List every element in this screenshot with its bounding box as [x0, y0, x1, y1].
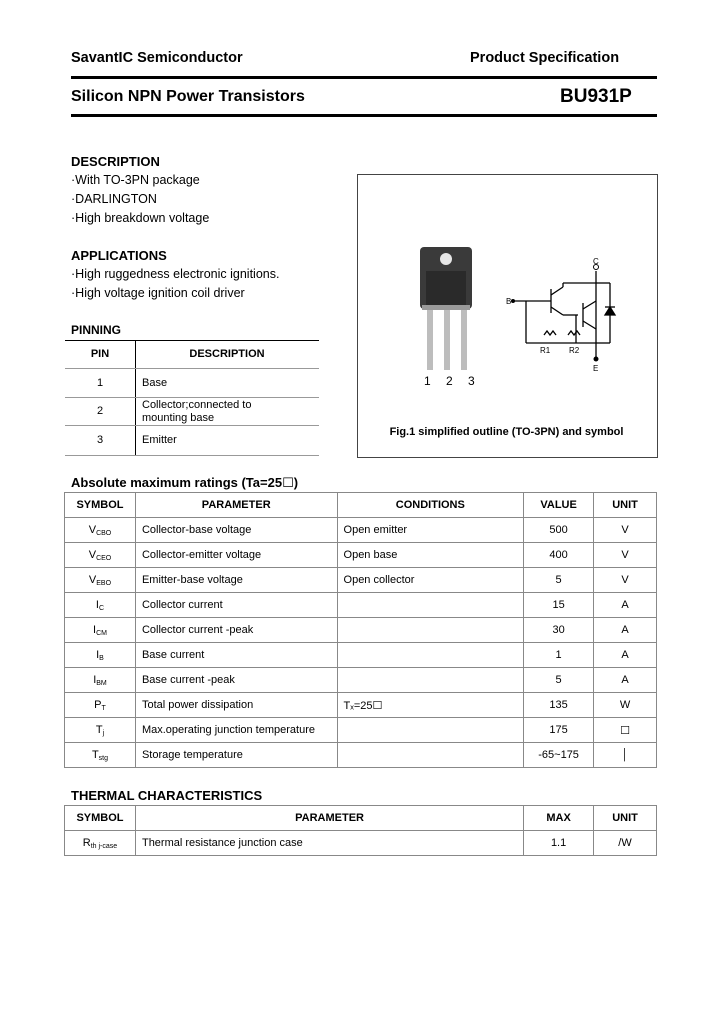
- doc-type: Product Specification: [470, 50, 620, 66]
- pinning-rule: [65, 455, 319, 456]
- figure-box: [357, 174, 658, 458]
- figure-caption: Fig.1 simplified outline (TO-3PN) and symbol: [389, 426, 624, 438]
- unit-cell: A: [594, 618, 657, 643]
- col-header: SYMBOL: [65, 493, 136, 518]
- table-row: [65, 693, 657, 718]
- thermal-body: [65, 831, 657, 856]
- parameter-cell: Max.operating junction temperature: [135, 718, 337, 743]
- pin-number: 2: [96, 405, 104, 417]
- unit-cell: V: [594, 568, 657, 593]
- pinning-rule: [65, 340, 319, 341]
- pinning-title: PINNING: [71, 323, 122, 337]
- parameter-cell: Total power dissipation: [135, 693, 337, 718]
- conditions-cell: [337, 668, 524, 693]
- part-number: BU931P: [560, 86, 632, 107]
- pin-number: 1: [96, 377, 104, 389]
- symbol-main: I: [93, 623, 97, 636]
- table-row: [65, 593, 657, 618]
- symbol-main: P: [94, 698, 102, 711]
- symbol-main: I: [93, 673, 97, 686]
- header-rule-bottom: [71, 114, 657, 117]
- package-and-symbol-drawing: [358, 175, 657, 457]
- table-header-row: [65, 493, 657, 518]
- symbol-cell: [65, 518, 136, 543]
- symbol-main: T: [91, 748, 99, 761]
- table-row: [65, 831, 657, 856]
- unit-cell: A: [594, 643, 657, 668]
- col-header: MAX: [524, 806, 594, 831]
- pin-col-header: PIN: [90, 348, 110, 360]
- symbol-subscript: CBO: [96, 529, 112, 537]
- symbol-main: V: [88, 573, 97, 586]
- value-cell: 1: [524, 643, 594, 668]
- symbol-subscript: C: [98, 604, 105, 612]
- pinning-rule: [65, 425, 319, 426]
- value-cell: 15: [524, 593, 594, 618]
- conditions-cell: [337, 643, 524, 668]
- table-header-row: [65, 806, 657, 831]
- symbol-cell: [65, 568, 136, 593]
- unit-cell: A: [594, 593, 657, 618]
- label-b: B: [506, 297, 512, 306]
- parameter-cell: Collector current -peak: [135, 618, 337, 643]
- conditions-cell: [337, 743, 524, 768]
- symbol-subscript: th j-case: [90, 842, 118, 850]
- unit-cell: V: [594, 518, 657, 543]
- symbol-main: I: [96, 648, 100, 661]
- col-header: UNIT: [594, 493, 657, 518]
- parameter-cell: Base current -peak: [135, 668, 337, 693]
- unit-cell: ☐: [594, 718, 657, 743]
- unit-cell: /W: [594, 831, 657, 856]
- label-c: C: [593, 257, 599, 266]
- parameter-cell: Thermal resistance junction case: [135, 831, 523, 856]
- pinning-table: [65, 340, 319, 456]
- symbol-subscript: T: [101, 704, 106, 712]
- conditions-cell: [337, 618, 524, 643]
- company-name: SavantIC Semiconductor: [71, 50, 243, 66]
- label-r2: R2: [569, 346, 580, 355]
- symbol-cell: [65, 718, 136, 743]
- table-row: [65, 543, 657, 568]
- col-header: CONDITIONS: [337, 493, 524, 518]
- thermal-title: THERMAL CHARACTERISTICS: [71, 788, 263, 803]
- header-rule-top: [71, 76, 657, 79]
- parameter-cell: Collector-emitter voltage: [135, 543, 337, 568]
- parameter-cell: Base current: [135, 643, 337, 668]
- abs-max-title: Absolute maximum ratings (Ta=25☐): [71, 475, 299, 490]
- symbol-cell: [65, 743, 136, 768]
- symbol-subscript: stg: [98, 754, 109, 762]
- parameter-cell: Storage temperature: [135, 743, 337, 768]
- pin-desc-col-header: DESCRIPTION: [189, 348, 265, 360]
- value-cell: 30: [524, 618, 594, 643]
- conditions-cell: Open emitter: [337, 518, 524, 543]
- conditions-cell: Open base: [337, 543, 524, 568]
- pin-number: 3: [96, 434, 104, 446]
- applications-item: ·High ruggedness electronic ignitions.: [71, 267, 280, 281]
- product-line: Silicon NPN Power Transistors: [71, 88, 305, 105]
- symbol-cell: [65, 543, 136, 568]
- col-header: VALUE: [524, 493, 594, 518]
- label-r1: R1: [540, 346, 551, 355]
- col-header: PARAMETER: [135, 493, 337, 518]
- symbol-main: I: [95, 598, 99, 611]
- value-cell: 135: [524, 693, 594, 718]
- conditions-cell: [337, 593, 524, 618]
- value-cell: 5: [524, 568, 594, 593]
- table-row: [65, 643, 657, 668]
- table-row: [65, 718, 657, 743]
- parameter-cell: Collector current: [135, 593, 337, 618]
- value-cell: 175: [524, 718, 594, 743]
- unit-cell: A: [594, 668, 657, 693]
- description-item: ·DARLINGTON: [71, 192, 157, 206]
- thermal-table: [64, 805, 657, 856]
- symbol-cell: [65, 693, 136, 718]
- pinning-rule: [65, 368, 319, 369]
- conditions-cell: Open collector: [337, 568, 524, 593]
- symbol-subscript: CEO: [96, 554, 112, 562]
- table-row: [65, 743, 657, 768]
- description-item: ·With TO-3PN package: [71, 173, 200, 187]
- value-cell: 500: [524, 518, 594, 543]
- symbol-subscript: CM: [96, 629, 107, 637]
- max-cell: 1.1: [524, 831, 594, 856]
- applications-title: APPLICATIONS: [71, 248, 167, 263]
- conditions-cell: [337, 718, 524, 743]
- symbol-main: R: [82, 836, 91, 849]
- base-terminal-icon: [511, 299, 515, 303]
- pin-desc: Emitter: [142, 434, 177, 446]
- symbol-main: V: [88, 523, 97, 536]
- symbol-subscript: BM: [96, 679, 107, 687]
- darlington-symbol-icon: [513, 271, 615, 357]
- description-item: ·High breakdown voltage: [71, 211, 210, 225]
- label-e: E: [593, 364, 599, 373]
- table-row: [65, 618, 657, 643]
- parameter-cell: Emitter-base voltage: [135, 568, 337, 593]
- symbol-subscript: j: [102, 729, 105, 737]
- pin-numbers: 1 2 3: [424, 374, 481, 388]
- value-cell: -65~175: [524, 743, 594, 768]
- unit-cell: │: [594, 743, 657, 768]
- col-header: UNIT: [594, 806, 657, 831]
- pinning-rule: [65, 397, 319, 398]
- value-cell: 5: [524, 668, 594, 693]
- table-row: [65, 668, 657, 693]
- pin-desc: Base: [142, 377, 168, 389]
- unit-cell: V: [594, 543, 657, 568]
- description-title: DESCRIPTION: [71, 154, 160, 169]
- symbol-cell: [65, 831, 136, 856]
- applications-item: ·High voltage ignition coil driver: [71, 286, 245, 300]
- table-row: [65, 568, 657, 593]
- table-row: [65, 518, 657, 543]
- abs-max-body: [65, 518, 657, 768]
- emitter-terminal-icon: [594, 357, 599, 362]
- symbol-cell: [65, 668, 136, 693]
- symbol-subscript: B: [99, 654, 104, 662]
- symbol-main: V: [88, 548, 97, 561]
- to3pn-package-icon: [420, 247, 472, 370]
- parameter-cell: Collector-base voltage: [135, 518, 337, 543]
- symbol-subscript: EBO: [96, 579, 112, 587]
- abs-max-table: [64, 492, 657, 768]
- col-header: SYMBOL: [65, 806, 136, 831]
- value-cell: 400: [524, 543, 594, 568]
- symbol-cell: [65, 618, 136, 643]
- pin-desc: Collector;connected to mounting base: [142, 399, 252, 424]
- conditions-cell: Tₓ=25☐: [337, 693, 524, 718]
- symbol-main: T: [95, 723, 103, 736]
- symbol-cell: [65, 593, 136, 618]
- symbol-cell: [65, 643, 136, 668]
- col-header: PARAMETER: [135, 806, 523, 831]
- unit-cell: W: [594, 693, 657, 718]
